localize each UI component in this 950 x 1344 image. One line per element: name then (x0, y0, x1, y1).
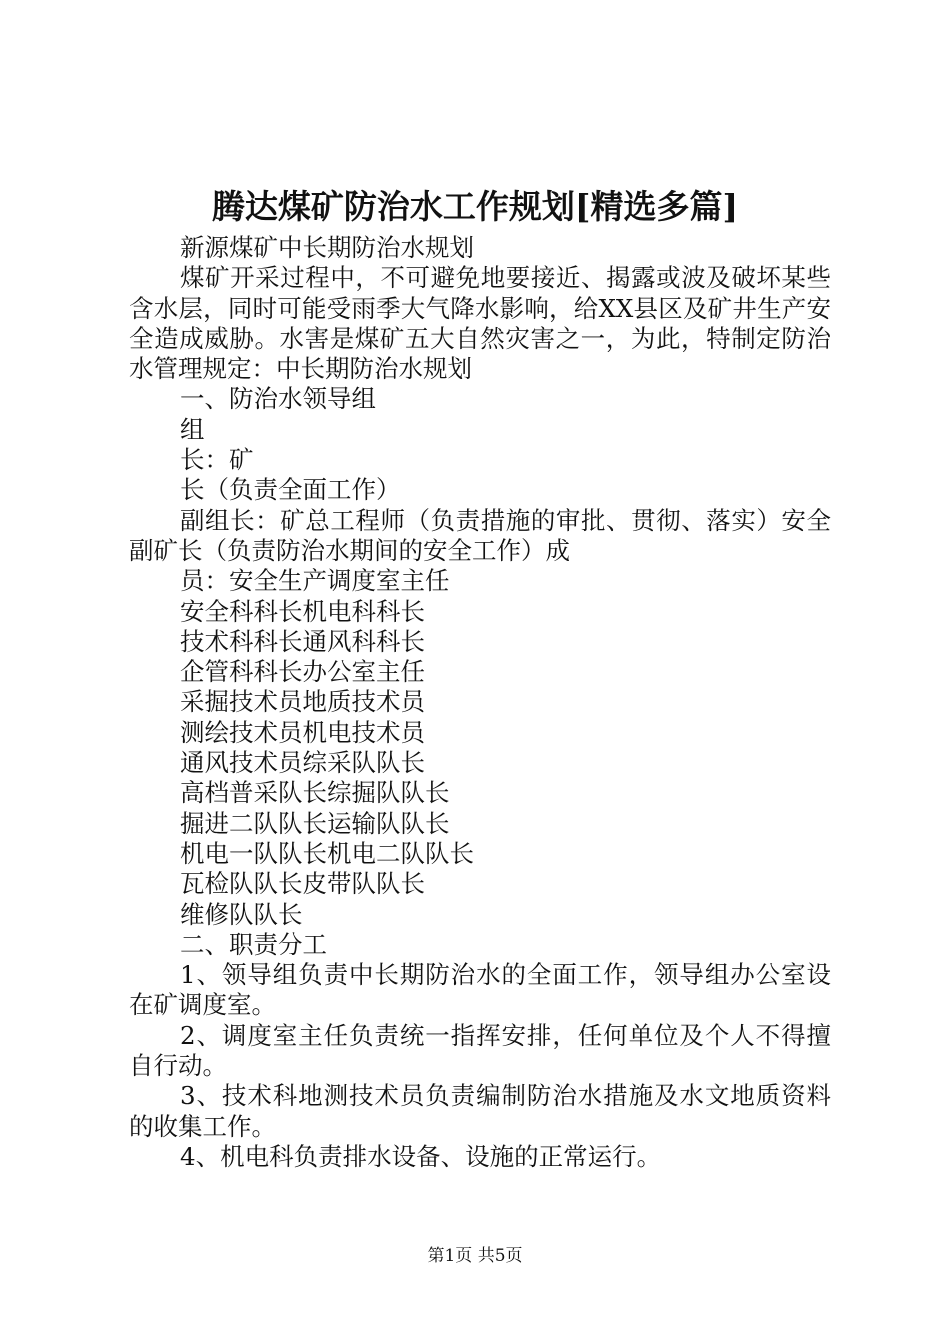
document-title: 腾达煤矿防治水工作规划[精选多篇] (211, 187, 739, 226)
paragraph: 长（负责全面工作） (180, 475, 401, 505)
member-line: 掘进二队队长运输队队长 (180, 808, 450, 838)
paragraph: 员：安全生产调度室主任 (180, 566, 450, 596)
member-line: 机电一队队长机电二队队长 (180, 838, 474, 868)
section-heading: 二、职责分工 (180, 929, 327, 959)
paragraph: 煤矿开采过程中，不可避免地要接近、揭露或波及破坏某些含水层，同时可能受雨季大气降水影响，给XX县区及矿井生产安全造成威胁。水害是煤矿五大自然灾害之一，为此，特制定防治水管理规定：中长期防治水规划 (129, 263, 831, 384)
member-line: 通风技术员综采队队长 (180, 748, 425, 778)
paragraph: 长：矿 (180, 445, 254, 475)
paragraph: 1、领导组负责中长期防治水的全面工作，领导组办公室设在矿调度室。 (129, 960, 831, 1020)
member-line: 维修队队长 (180, 899, 303, 929)
page-number-footer: 第1页 共5页 (427, 1246, 523, 1266)
member-line: 采掘技术员地质技术员 (180, 687, 425, 717)
member-line: 瓦检队队长皮带队队长 (180, 869, 425, 899)
member-line: 企管科科长办公室主任 (180, 657, 425, 687)
paragraph: 副组长：矿总工程师（负责措施的审批、贯彻、落实）安全副矿长（负责防治水期间的安全工作）成 (129, 505, 831, 565)
document-body (129, 233, 831, 1172)
section-heading: 一、防治水领导组 (180, 384, 376, 414)
paragraph: 组 (180, 414, 205, 444)
member-line: 测绘技术员机电技术员 (180, 717, 425, 747)
paragraph: 新源煤矿中长期防治水规划 (180, 233, 474, 262)
paragraph: 2、调度室主任负责统一指挥安排，任何单位及个人不得擅自行动。 (129, 1020, 831, 1081)
paragraph: 4、机电科负责排水设备、设施的正常运行。 (180, 1141, 662, 1171)
paragraph: 3、技术科地测技术员负责编制防治水措施及水文地质资料的收集工作。 (129, 1081, 831, 1141)
member-line: 安全科科长机电科科长 (180, 596, 425, 626)
member-line: 高档普采队长综掘队队长 (180, 778, 450, 808)
member-line: 技术科科长通风科科长 (180, 626, 425, 656)
